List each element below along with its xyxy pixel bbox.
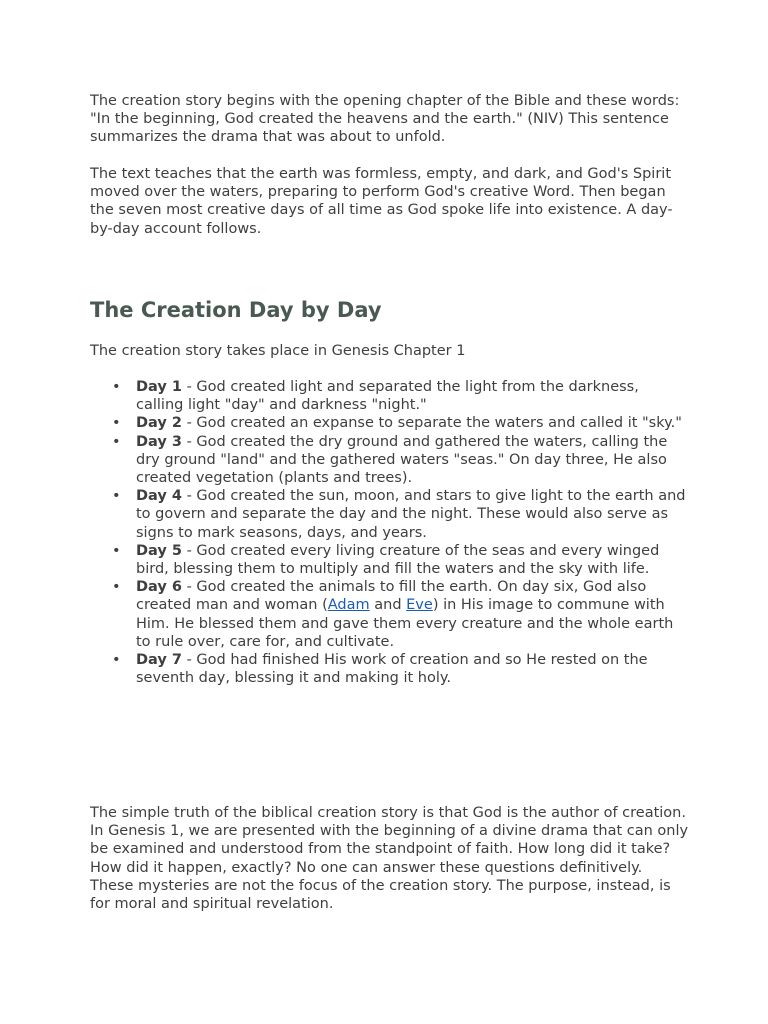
day-text: and [369, 597, 407, 614]
day-text: - God created every living creature of the seas and every winged bird, blessing them to multiply and fill the waters and the sky with life. [136, 542, 660, 578]
eve-link[interactable]: Eve [406, 597, 433, 614]
day-text: - God created the dry ground and gathered the waters, calling the dry ground "land" and the gathered waters "seas." On day three, He also created vegetation (plants and trees). [136, 433, 668, 487]
intro-paragraph-2: The text teaches that the earth was formless, empty, and dark, and God's Spirit moved over the waters, preparing to perform God's creative Word. Then began the seven most creative days of all time as God spoke life into existence. A day-by-day account follows. [90, 166, 673, 237]
day-label: Day 1 [136, 379, 182, 395]
list-item-day-4 [136, 487, 690, 542]
day-label: Day 6 [136, 579, 182, 596]
day-text: - God created an expanse to separate the waters and called it "sky." [181, 415, 682, 432]
day-label: Day 5 [136, 542, 182, 559]
section-heading: The Creation Day by Day [90, 298, 382, 322]
list-item-day-6 [136, 578, 690, 651]
days-list [90, 378, 690, 687]
section-lead: The creation story takes place in Genesis Chapter 1 [90, 343, 466, 359]
closing-paragraph: The simple truth of the biblical creation story is that God is the author of creation. In Genesis 1, we are presented with the beginning of a divine drama that can only be examined and understood from the standpoint of faith. How long did it take? How did it happen, exactly? No one can answer these questions definitively. These mysteries are not the focus of the creation story. The purpose, instead, is for moral and spiritual revelation. [90, 805, 689, 913]
list-item-day-1 [136, 378, 690, 414]
day-text: - God created light and separated the light from the darkness, calling light "day" and darkness "night." [136, 379, 639, 414]
adam-link[interactable]: Adam [327, 597, 370, 614]
day-label: Day 7 [136, 652, 182, 669]
list-item-day-7 [136, 651, 690, 687]
day-label: Day 2 [136, 415, 182, 432]
list-item-day-3 [136, 433, 690, 488]
day-text: ) in His image to commune with Him. He blessed them and gave them every creature and the whole earth to rule over, care for, and cultivate. [136, 597, 674, 650]
day-label: Day 4 [136, 488, 182, 505]
list-item-day-5 [136, 542, 690, 578]
day-text: - God created the sun, moon, and stars to give light to the earth and to govern and separate the day and the night. These would also serve as signs to mark seasons, days, and years. [136, 488, 686, 541]
day-text: - God created the animals to fill the earth. On day six, God also created man and woman ( [136, 579, 647, 614]
day-label: Day 3 [136, 433, 182, 450]
intro-paragraph-1: The creation story begins with the opening chapter of the Bible and these words: "In the beginning, God created the heavens and the earth." (NIV) This sentence summarizes the drama that was about to unfold. [90, 93, 680, 146]
list-item-day-2 [136, 414, 690, 432]
day-text: - God had finished His work of creation and so He rested on the seventh day, blessing it and making it holy. [136, 652, 648, 687]
